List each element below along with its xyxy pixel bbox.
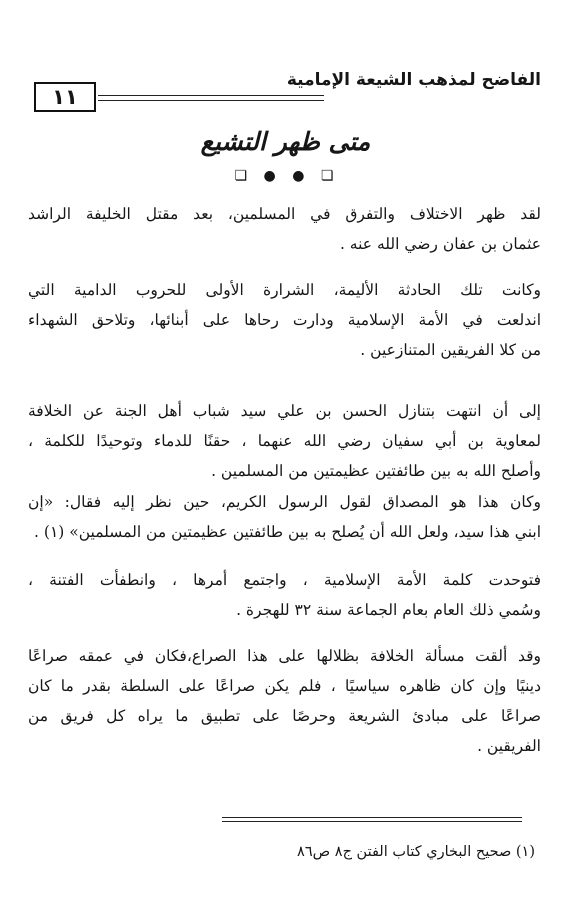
footnote-rule-bottom [222, 821, 522, 822]
header-rule-bottom [98, 100, 324, 101]
header-rule-top [98, 95, 324, 96]
paragraph-4 [28, 487, 541, 547]
paragraph-line: لمعاوية بن أبي سفيان رضي الله عنهما ، حقنًا للدماء وتوحيدًا للكلمة ، [28, 432, 541, 450]
paragraph-2 [28, 275, 541, 365]
title-ornament [0, 168, 571, 184]
paragraph-line: دينيًا وإن كان ظاهره سياسيًا ، فلم يكن صراعًا على السلطة بقدر ما كان [28, 677, 541, 695]
paragraph-5 [28, 565, 541, 625]
paragraph-line: عثمان بن عفان رضي الله عنه . [339, 235, 541, 253]
chapter-title: متى ظهر التشيع [200, 127, 371, 156]
paragraph-1 [28, 199, 541, 259]
paragraph-line: وكان هذا هو المصداق لقول الرسول الكريم، حين نظر إليه فقال: «إن [28, 493, 541, 511]
footnote-rule-top [222, 817, 522, 818]
paragraph-line: إلى أن انتهت بتنازل الحسن بن علي سيد شباب أهل الجنة عن الخلافة [28, 402, 541, 420]
paragraph-line: اندلعت في الأمة الإسلامية ودارت رحاها على أبنائها، وتلاحق الشهداء [28, 311, 541, 329]
paragraph-line: ابني هذا سيد، ولعل الله أن يُصلح به بين طائفتين عظيمتين من المسلمين» (١) . [34, 523, 541, 541]
paragraph-line: صراعًا على مبادئ الشريعة وحرصًا على تطبيق ما يراه كل فريق من [28, 707, 541, 725]
paragraph-line: وقد ألقت مسألة الخلافة بظلالها على هذا الصراع،فكان في عمقه صراعًا [28, 647, 541, 665]
square-ornament-icon: ❏ [320, 168, 337, 184]
paragraph-line: وأصلح الله به بين طائفتين عظيمتين من المسلمين . [211, 462, 541, 480]
paragraph-3 [28, 396, 541, 486]
dot-ornament-icon: ● [292, 168, 308, 184]
paragraph-6 [28, 641, 541, 761]
paragraph-line: الفريقين . [477, 737, 541, 755]
paragraph-line: فتوحدت كلمة الأمة الإسلامية ، واجتمع أمرها ، وانطفأت الفتنة ، [28, 571, 541, 589]
running-header-title: الفاضح لمذهب الشيعة الإمامية [286, 70, 541, 90]
footnote: (١) صحيح البخاري كتاب الفتن ج٨ ص٨٦ [297, 844, 535, 860]
paragraph-line: من كلا الفريقين المتنازعين . [360, 341, 541, 359]
square-ornament-icon: ❏ [234, 168, 251, 184]
paragraph-line: لقد ظهر الاختلاف والتفرق في المسلمين، بعد مقتل الخليفة الراشد [28, 205, 541, 223]
page-number: ١١ [34, 82, 96, 112]
paragraph-line: وكانت تلك الحادثة الأليمة، الشرارة الأولى للحروب الدامية التي [28, 281, 541, 299]
paragraph-line: وسُمي ذلك العام بعام الجماعة سنة ٣٢ للهجرة . [236, 601, 541, 619]
dot-ornament-icon: ● [263, 168, 279, 184]
